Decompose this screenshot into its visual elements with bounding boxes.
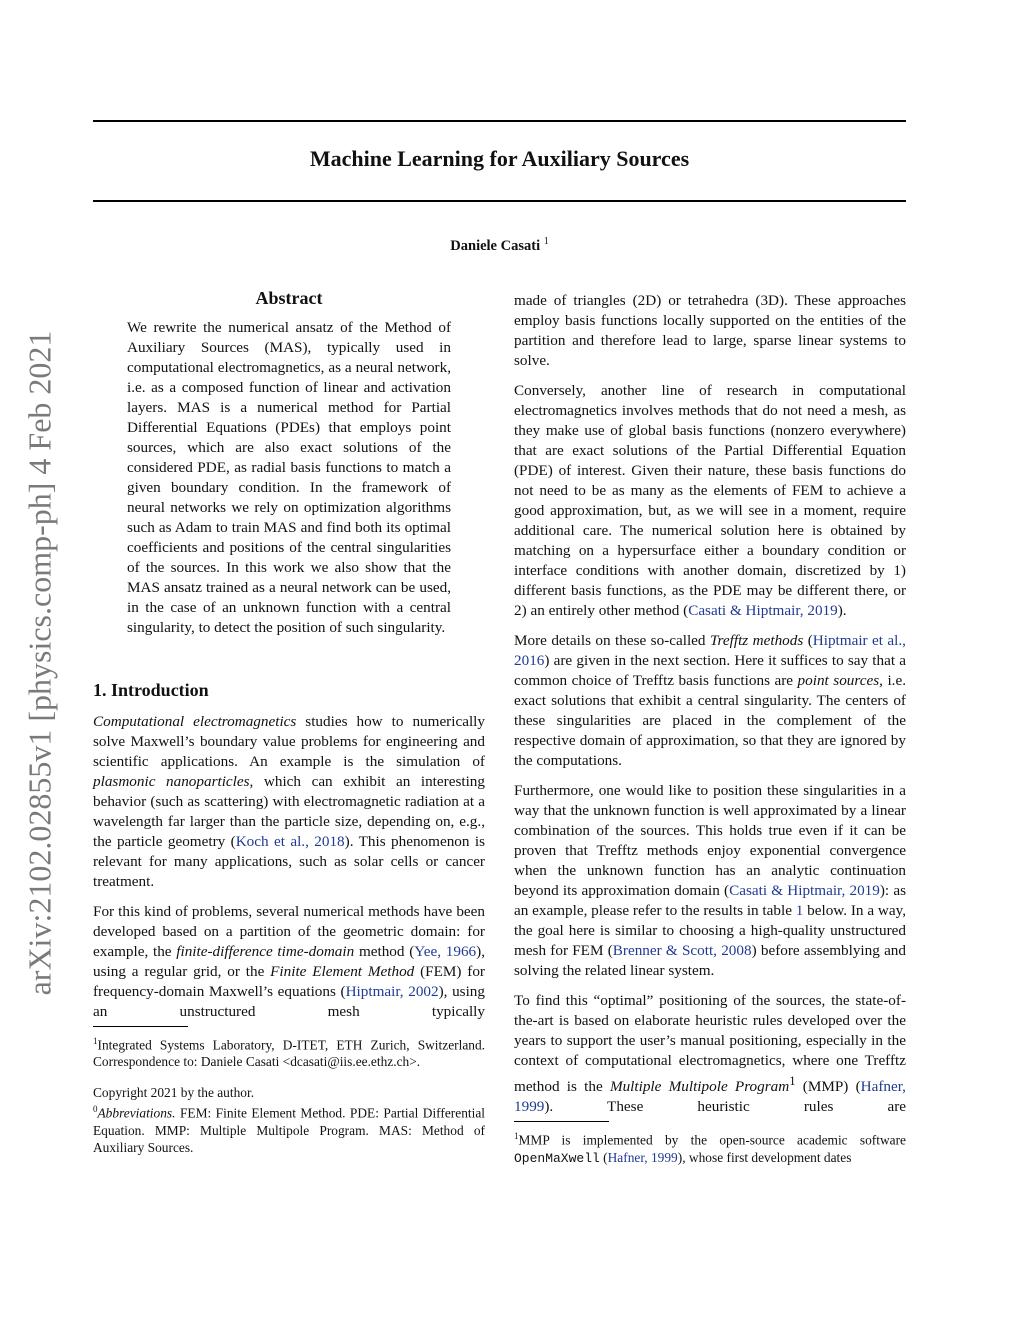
text-run: ( — [803, 632, 813, 649]
text-run: method ( — [354, 943, 415, 960]
text-run: studies how to numerically solve Maxwell’s boundary value problems for engineering and scientific applications. An example is the simulation of — [93, 713, 485, 770]
author-line — [93, 236, 906, 255]
footnote-text: Integrated Systems Laboratory, D-ITET, ETH Zurich, Switzerland. Correspondence to: Daniele Casati <dcasati@iis.ee.ethz.ch>. — [93, 1037, 485, 1070]
title-bottom-rule — [93, 200, 906, 202]
citation-link[interactable]: Hafner, 1999 — [607, 1149, 678, 1165]
footnote-affiliation — [93, 1033, 485, 1070]
copyright-notice: Copyright 2021 by the author. — [93, 1085, 255, 1101]
footnote-mark: 1 — [514, 1131, 519, 1142]
intro-paragraph-1 — [93, 712, 485, 892]
text-run: ) before assemblying and solving the related linear system. — [514, 942, 906, 979]
footnote-mark: 0 — [93, 1104, 98, 1115]
introduction-heading: 1. Introduction — [93, 680, 209, 700]
text-run: ), using an unstructured mesh typically — [93, 983, 485, 1020]
title-top-rule — [93, 120, 906, 122]
citation-link[interactable]: Brenner & Scott, 2008 — [612, 942, 752, 959]
right-paragraph-4 — [514, 781, 906, 981]
text-run: ): as an example, please refer to the results in table — [514, 882, 907, 919]
text-run: Furthermore, one would like to position these singularities in a way that the unknown function is well approximated by a linear combination of the sources. This holds true even if it can be proven that Trefftz methods enjoy exponential convergence when the unknown function has an analytic continuation beyond its approximation domain ( — [514, 782, 906, 899]
right-paragraph-5 — [514, 991, 906, 1117]
text-run: To find this “optimal” positioning of the sources, the state-of-the-art is based on elaborate heuristic rules developed over the years to support the user’s manual positioning, especially in the context of computational electromagnetics, where one Trefftz method is the — [514, 992, 906, 1096]
em-trefftz-methods: Trefftz methods — [709, 632, 804, 649]
footnote-text: FEM: Finite Element Method. PDE: Partial Differential Equation. MMP: Multiple Multipole Program. MAS: Method of Auxiliary Sources. — [93, 1105, 485, 1155]
em-plasmonic-nanoparticles: plasmonic nanoparticles — [93, 773, 250, 790]
author-affiliation-mark: 1 — [543, 236, 549, 247]
intro-paragraph-2 — [93, 902, 485, 1022]
paper-title: Machine Learning for Auxiliary Sources — [309, 146, 690, 171]
footnote-mark: 1 — [93, 1036, 98, 1046]
author-name: Daniele Casati — [450, 237, 541, 254]
citation-link[interactable]: Yee, 1966 — [414, 943, 477, 960]
code-openmaxwell: OpenMaXwell — [514, 1150, 600, 1166]
footnote-mmp — [514, 1128, 906, 1166]
footnote-text: ( — [599, 1149, 608, 1165]
text-run: For this kind of problems, several numerical methods have been developed based on a partition of the geometric domain: for example, the — [93, 903, 485, 960]
citation-link[interactable]: Casati & Hiptmair, 2019 — [729, 882, 880, 899]
right-paragraph-1: made of triangles (2D) or tetrahedra (3D). These approaches employ basis functions locally supported on the entities of the partition and therefore lead to large, sparse linear systems to solve. — [514, 292, 906, 369]
text-run: ), using a regular grid, or the — [93, 943, 485, 980]
em-multiple-multipole-program: Multiple Multipole Program — [609, 1078, 790, 1096]
left-column — [93, 288, 485, 1166]
em-point-sources: point sources — [797, 672, 880, 689]
citation-link[interactable]: Hiptmair, 2002 — [345, 983, 439, 1000]
arxiv-side-stamp: arXiv:2102.02855v1 [physics.comp-ph] 4 Feb 2021 — [21, 330, 58, 996]
em-finite-element-method: Finite Element Method — [270, 963, 415, 980]
em-computational-electromagnetics: Computational electromagnetics — [93, 713, 297, 730]
footnote-text: ), whose first development dates — [677, 1149, 852, 1165]
footnote-em: Abbreviations. — [97, 1105, 176, 1121]
table-reference-link[interactable]: 1 — [795, 902, 804, 919]
em-fdtd: finite-difference time-domain — [176, 943, 355, 960]
text-run: More details on these so-called — [514, 632, 710, 649]
right-paragraph-2 — [514, 381, 906, 621]
citation-link[interactable]: Hiptmair et al., 2016 — [514, 632, 906, 669]
footnote-ref-mark: 1 — [789, 1074, 796, 1088]
text-run: (FEM) for frequency-domain Maxwell’s equations ( — [93, 963, 485, 1000]
text-run: Conversely, another line of research in computational electromagnetics involves methods that do not need a mesh, as they make use of global basis functions (nonzero everywhere) that are exact solutions of the Partial Differential Equation (PDE) of interest. Given their nature, these basis functions do not need to be as many as the elements of FEM to achieve a good approximation, but, as we will see in a moment, require additional care. The numerical solution here is obtained by matching on a hypersurface either a boundary condition or interface conditions with another domain, discretized by 1) different basis functions, as the PDE may be different there, or 2) an entirely other method ( — [514, 382, 906, 619]
citation-link[interactable]: Koch et al., 2018 — [235, 833, 345, 850]
citation-link[interactable]: Casati & Hiptmair, 2019 — [688, 602, 838, 619]
text-run: ) are given in the next section. Here it suffices to say that a common choice of Trefftz basis functions are — [514, 652, 906, 689]
right-paragraph-3 — [514, 631, 906, 771]
abstract-heading: Abstract — [255, 288, 323, 308]
text-run: ). — [837, 602, 847, 619]
text-run: , which can exhibit an interesting behavior (such as scattering) with electromagnetic radiation at a wavelength far larger than the particle size, depending on, e.g., the particle geometry ( — [93, 773, 485, 850]
text-run: ). These heuristic rules are — [544, 1098, 906, 1116]
footnote-rule — [514, 1121, 609, 1122]
citation-link[interactable]: Hafner, 1999 — [514, 1078, 906, 1116]
text-run: (MMP) ( — [795, 1078, 861, 1096]
text-run: ). This phenomenon is relevant for many applications, such as solar cells or cancer treatment. — [93, 833, 485, 890]
right-column — [514, 291, 906, 1177]
text-run: , i.e. exact solutions that exhibit a central singularity. The centers of these singularities are placed in the complement of the respective domain of approximation, so that they are ignored by the computations. — [514, 672, 906, 769]
abstract-text: We rewrite the numerical ansatz of the Method of Auxiliary Sources (MAS), typically used in computational electromagnetics, as a neural network, i.e. as a composed function of linear and activation layers. MAS is a numerical method for Partial Differential Equations (PDEs) that employs point sources, which are also exact solutions of the considered PDE, as radial basis functions to match a given boundary condition. In the framework of neural networks we rely on optimization algorithms such as Adam to train MAS and find both its optimal coefficients and positions of the central singularities of the sources. In this work we also show that the MAS ansatz trained as a neural network can be used, in the case of an unknown function with a central singularity, to detect the position of such singularity. — [127, 319, 451, 636]
footnote-abbreviations — [93, 1101, 485, 1155]
text-run: below. In a way, the goal here is similar to choosing a high-quality unstructured mesh for FEM ( — [514, 902, 906, 959]
footnote-rule — [93, 1026, 188, 1027]
footnote-text: MMP is implemented by the open-source academic software — [518, 1132, 906, 1148]
